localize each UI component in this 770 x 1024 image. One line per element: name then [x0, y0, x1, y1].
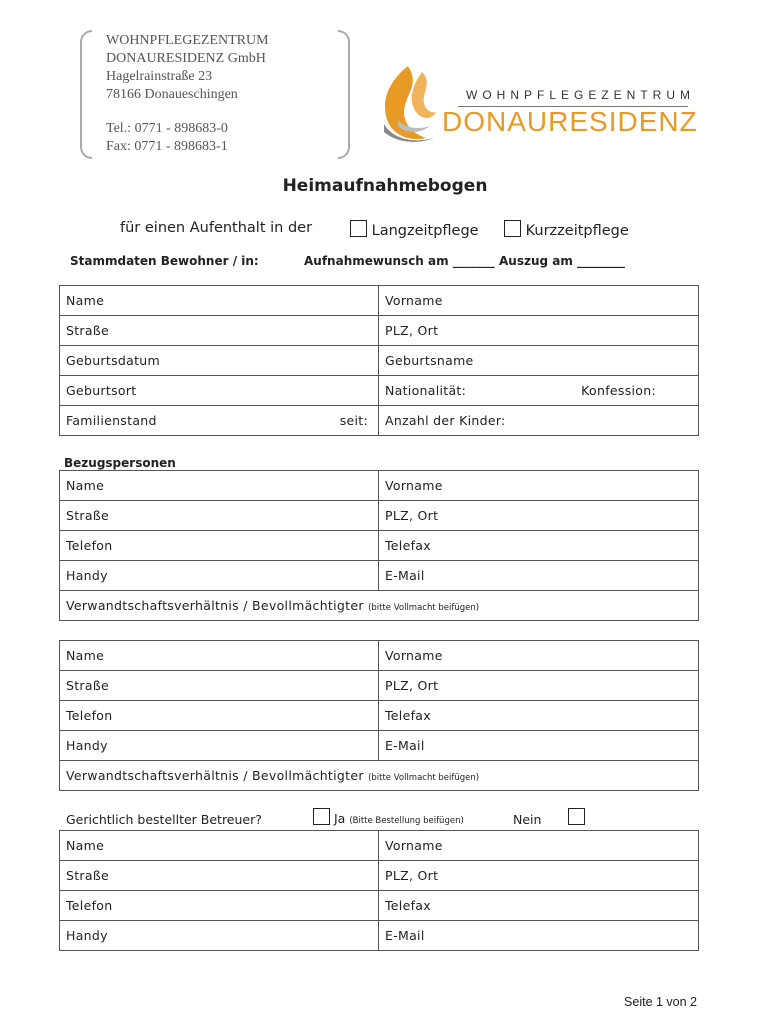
fax-line: Fax: 0771 - 898683-1: [106, 139, 228, 154]
handy-field[interactable]: Handy: [60, 921, 379, 951]
familienstand-field[interactable]: [60, 406, 379, 436]
verwandt-label: Verwandtschaftsverhältnis / Bevollmächtigter: [66, 768, 364, 783]
langzeit-checkbox[interactable]: [350, 220, 367, 237]
konfession-label: Konfession:: [581, 383, 656, 398]
kurzzeit-label: Kurzzeitpflege: [525, 223, 629, 239]
resident-table: [59, 285, 699, 436]
vollmacht-note: (bitte Vollmacht beifügen): [368, 603, 480, 613]
vorname-field[interactable]: Vorname: [379, 286, 699, 316]
bezugspersonen-label: Bezugspersonen: [64, 456, 176, 470]
plz-field[interactable]: PLZ, Ort: [379, 501, 699, 531]
contact-table-1: [59, 470, 699, 621]
betreuer-ja-label: Ja: [333, 811, 346, 826]
address-block: [80, 30, 355, 158]
verwandt-field[interactable]: [60, 761, 699, 791]
logo: [378, 62, 698, 144]
vorname-field[interactable]: Vorname: [379, 641, 699, 671]
vorname-field[interactable]: Vorname: [379, 471, 699, 501]
langzeit-label: Langzeitpflege: [371, 223, 479, 239]
page-number: Seite 1 von 2: [624, 995, 697, 1009]
stammdaten-label: Stammdaten Bewohner / in:: [70, 254, 259, 268]
email-field[interactable]: E-Mail: [379, 731, 699, 761]
name-field[interactable]: Name: [60, 641, 379, 671]
tel-line: Tel.: 0771 - 898683-0: [106, 121, 228, 136]
plz-field[interactable]: PLZ, Ort: [379, 316, 699, 346]
geburtsort-field[interactable]: Geburtsort: [60, 376, 379, 406]
vorname-field[interactable]: Vorname: [379, 831, 699, 861]
vollmacht-note: (bitte Vollmacht beifügen): [368, 773, 480, 783]
address-line: 78166 Donaueschingen: [106, 87, 238, 102]
page-title: Heimaufnahmebogen: [282, 176, 488, 196]
name-field[interactable]: Name: [60, 471, 379, 501]
betreuer-nein-option[interactable]: [568, 808, 585, 827]
address-line: DONAURESIDENZ GmbH: [106, 51, 266, 66]
betreuer-ja-checkbox[interactable]: [313, 808, 330, 825]
name-field[interactable]: Name: [60, 831, 379, 861]
aufnahme-label: Aufnahmewunsch am _______ Auszug am ________: [304, 254, 626, 268]
name-field[interactable]: Name: [60, 286, 379, 316]
logo-wordmark: DONAURESIDENZ: [442, 106, 698, 137]
strasse-field[interactable]: Straße: [60, 671, 379, 701]
betreuer-nein-label: Nein: [513, 812, 542, 827]
telefon-field[interactable]: Telefon: [60, 701, 379, 731]
telefax-field[interactable]: Telefax: [379, 891, 699, 921]
nationalitaet-label: Nationalität:: [385, 383, 467, 398]
geburtsname-field[interactable]: Geburtsname: [379, 346, 699, 376]
kurzzeit-checkbox[interactable]: [504, 220, 521, 237]
logo-subtitle: WOHNPFLEGEZENTRUM: [466, 88, 695, 102]
telefax-field[interactable]: Telefax: [379, 701, 699, 731]
betreuer-question: Gerichtlich bestellter Betreuer?: [66, 812, 262, 827]
telefon-field[interactable]: Telefon: [60, 531, 379, 561]
strasse-field[interactable]: Straße: [60, 501, 379, 531]
betreuer-ja-option[interactable]: [313, 808, 464, 826]
aufenthalt-label: für einen Aufenthalt in der: [120, 220, 313, 236]
handy-field[interactable]: Handy: [60, 731, 379, 761]
seit-label: seit:: [339, 413, 368, 428]
plz-field[interactable]: PLZ, Ort: [379, 671, 699, 701]
bestellung-note: (Bitte Bestellung beifügen): [349, 816, 464, 826]
address-line: Hagelrainstraße 23: [106, 69, 213, 84]
plz-field[interactable]: PLZ, Ort: [379, 861, 699, 891]
betreuer-table: [59, 830, 699, 951]
handy-field[interactable]: Handy: [60, 561, 379, 591]
logo-flame-icon: [378, 62, 448, 144]
telefax-field[interactable]: Telefax: [379, 531, 699, 561]
address-line: WOHNPFLEGEZENTRUM: [106, 33, 269, 48]
strasse-field[interactable]: Straße: [60, 316, 379, 346]
contact-table-2: [59, 640, 699, 791]
verwandt-field[interactable]: [60, 591, 699, 621]
verwandt-label: Verwandtschaftsverhältnis / Bevollmächtigter: [66, 598, 364, 613]
nationalitaet-field[interactable]: [379, 376, 699, 406]
familienstand-label: Familienstand: [66, 413, 157, 428]
telefon-field[interactable]: Telefon: [60, 891, 379, 921]
email-field[interactable]: E-Mail: [379, 561, 699, 591]
langzeit-option[interactable]: [350, 220, 479, 239]
kinder-field[interactable]: Anzahl der Kinder:: [379, 406, 699, 436]
email-field[interactable]: E-Mail: [379, 921, 699, 951]
bracket-left: [80, 30, 92, 159]
geburtsdatum-field[interactable]: Geburtsdatum: [60, 346, 379, 376]
kurzzeit-option[interactable]: [504, 220, 629, 239]
bracket-right: [338, 30, 350, 159]
betreuer-nein-checkbox[interactable]: [568, 808, 585, 825]
strasse-field[interactable]: Straße: [60, 861, 379, 891]
